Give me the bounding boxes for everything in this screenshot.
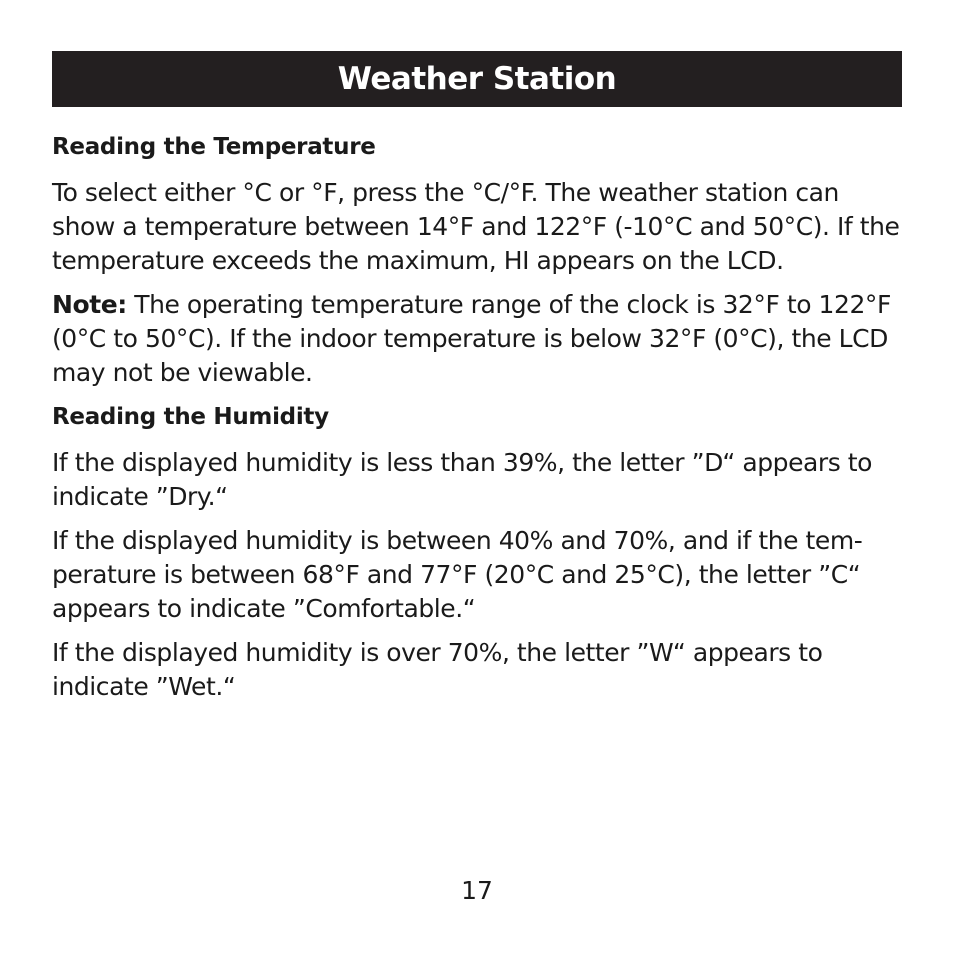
note-label: Note:: [52, 290, 127, 319]
page-content: [52, 130, 902, 714]
temperature-heading: Reading the Temperature: [52, 134, 376, 160]
header-bar: [52, 51, 902, 107]
temperature-note: [52, 288, 902, 390]
humidity-wet-paragraph: If the displayed humidity is over 70%, the letter ”W“ appears to indicate ”Wet.“: [52, 638, 823, 701]
note-text: The operating temperature range of the clock is 32°F to 122°F (0°C to 50°C). If the indoor temperature is below 32°F (0°C), the LCD may not be viewable.: [52, 290, 891, 387]
page-number: 17: [461, 876, 493, 905]
temperature-paragraph: To select either °C or °F, press the °C/°F. The weather station can show a temperature between 14°F and 122°F (-10°C and 50°C). If the temperature exceeds the maximum, HI appears on the LCD.: [52, 178, 900, 275]
humidity-dry-paragraph: If the displayed humidity is less than 39%, the letter ”D“ appears to indicate ”Dry.“: [52, 448, 872, 511]
humidity-comfortable-paragraph: If the displayed humidity is between 40% and 70%, and if the tem-perature is between 68°F and 77°F (20°C and 25°C), the letter ”C“ appears to indicate ”Comfortable.“: [52, 526, 863, 623]
humidity-heading: Reading the Humidity: [52, 404, 329, 430]
page-title: Weather Station: [337, 61, 617, 97]
